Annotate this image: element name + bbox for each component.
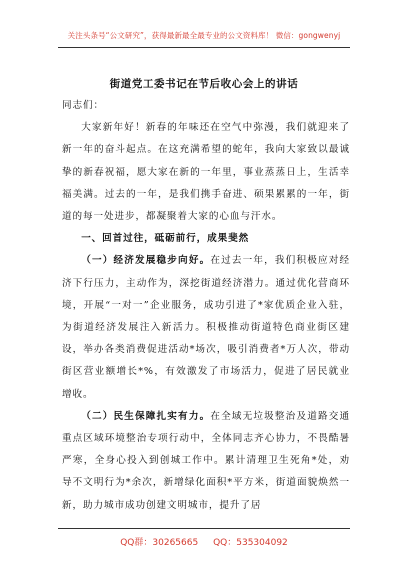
document-title: 街道党工委书记在节后收心会上的讲话 (109, 78, 299, 90)
section-heading: 一、回首过往，砥砺前行，成果斐然 (81, 233, 250, 245)
header-divider (58, 47, 350, 48)
paragraph-economy-lead: （一）经济发展稳步向好。 (81, 255, 211, 267)
paragraph-economy (62, 250, 350, 405)
document-body (62, 95, 350, 517)
footer-qq: QQ：535304092 (213, 538, 288, 548)
header-promo-note: 关注头条号“公文研究”，获得最新最全最专业的公文资料库！ 微信：gongwenyj (67, 31, 341, 40)
footer-qq-group: QQ群：30265665 (120, 538, 199, 548)
footer-divider (58, 528, 350, 529)
paragraph-livelihood (62, 406, 350, 517)
paragraph-livelihood-lead: （二）民生保障扎实有力。 (81, 410, 211, 422)
footer-contact (0, 535, 408, 548)
intro-paragraph: 大家新年好！新春的年味还在空气中弥漫，我们就迎来了新一年的奋斗起点。在这充满希望的蛇年，我向大家致以最诚挚的新春祝福，愿大家在新的一年里，事业蒸蒸日上，生活幸福美满。过去的一年，是我们携手奋进、硕果累累的一年，街道的每一处进步，都凝聚着大家的心血与汗水。 (62, 122, 350, 223)
paragraph-economy-text: 在过去一年，我们积极应对经济下行压力，主动作为，深挖街道经济潜力。通过优化营商环境，开展“一对一”企业服务，成功引进了*家优质企业入驻，为街道经济发展注入新活力。积极推动街道特色商业街区建设，举办各类消费促进活动*场次，吸引消费者*万人次，带动街区营业额增长*%，有效激发了市场活力，促进了居民就业增收。 (62, 255, 350, 400)
salutation: 同志们： (62, 100, 104, 111)
paragraph-livelihood-text: 在全域无垃圾整治及道路交通重点区域环境整治专项行动中，全体同志齐心协力，不畏酷暑严寒，全身心投入到创城工作中。累计清理卫生死角*处，劝导不文明行为*余次，新增绿化面积*平方米，街道面貌焕然一新，助力城市成功创建文明城市，提升了居 (62, 410, 350, 511)
